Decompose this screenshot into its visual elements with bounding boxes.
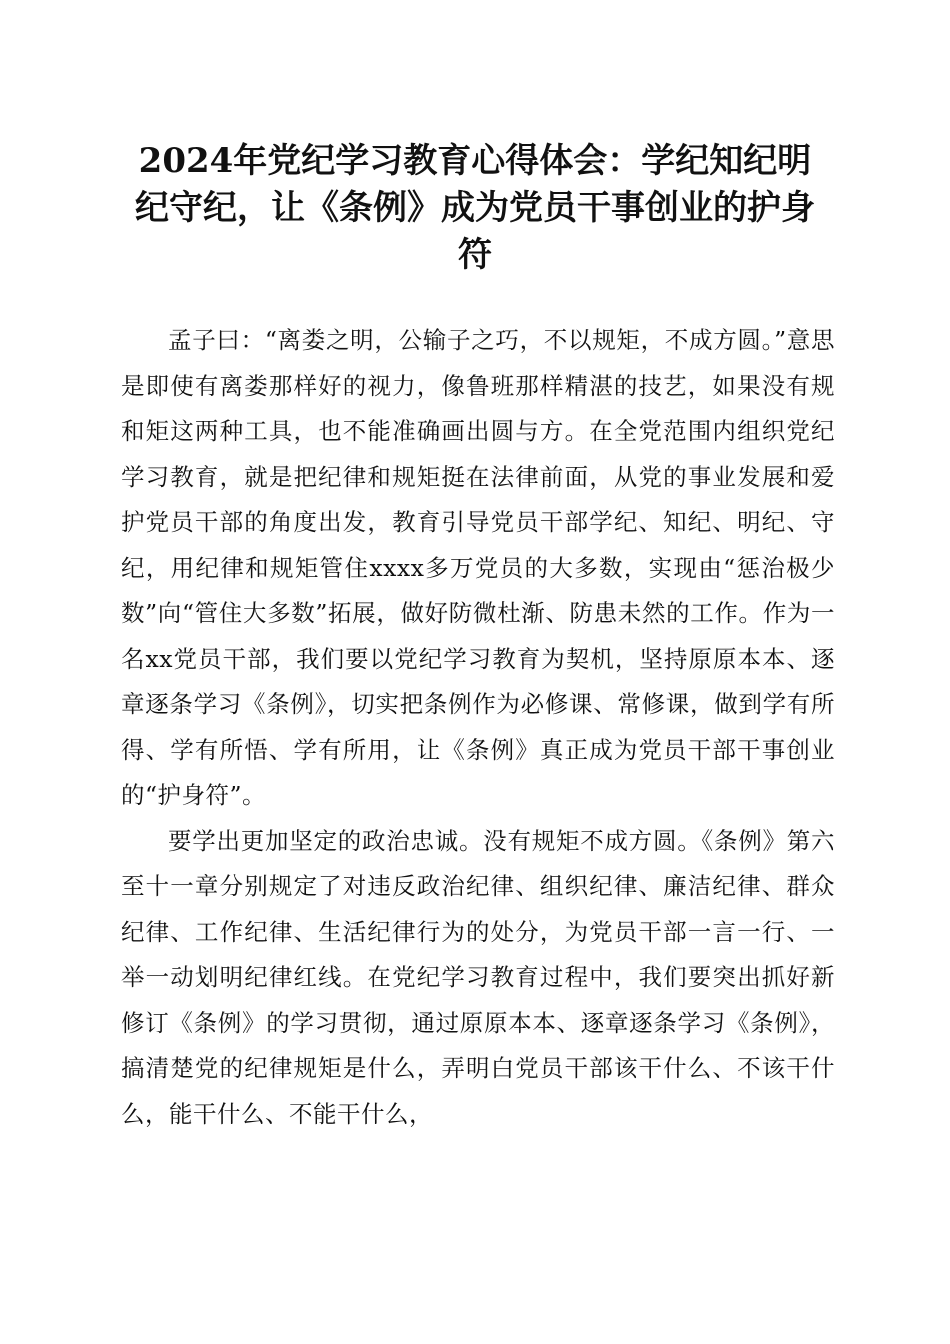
paragraph: 要学出更加坚定的政治忠诚。没有规矩不成方圆。《条例》第六至十一章分别规定了对违反政治纪律、组织纪律、廉洁纪律、群众纪律、工作纪律、生活纪律行为的处分，为党员干部一言一行、一举一动划明纪律红线。在党纪学习教育过程中，我们要突出抓好新修订《条例》的学习贯彻，通过原原本本、逐章逐条学习《条例》，搞清楚党的纪律规矩是什么，弄明白党员干部该干什么、不该干什么，能干什么、不能干什么， [121,826,835,1128]
title-line: 纪守纪，让《条例》成为党员干事创业的护身 [135,188,815,228]
title-line: 符 [458,235,492,275]
paragraph: 孟子曰：“离娄之明，公输子之巧，不以规矩，不成方圆。”意思是即使有离娄那样好的视力，像鲁班那样精湛的技艺，如果没有规和矩这两种工具，也不能准确画出圆与方。在全党范围内组织党纪学习教育，就是把纪律和规矩挺在法律前面，从党的事业发展和爱护党员干部的角度出发，教育引导党员干部学纪、知纪、明纪、守纪，用纪律和规矩管住xxxx多万党员的大多数，实现由“惩治极少数”向“管住大多数”拓展，做好防微杜渐、防患未然的工作。作为一名xx党员干部，我们要以党纪学习教育为契机，坚持原原本本、逐章逐条学习《条例》，切实把条例作为必修课、常修课，做到学有所得、学有所悟、学有所用，让《条例》真正成为党员干部干事创业的“护身符”。 [121,326,835,809]
document-body [121,318,835,1137]
title-line: 2024年党纪学习教育心得体会：学纪知纪明 [138,141,812,181]
document-title [110,138,840,279]
